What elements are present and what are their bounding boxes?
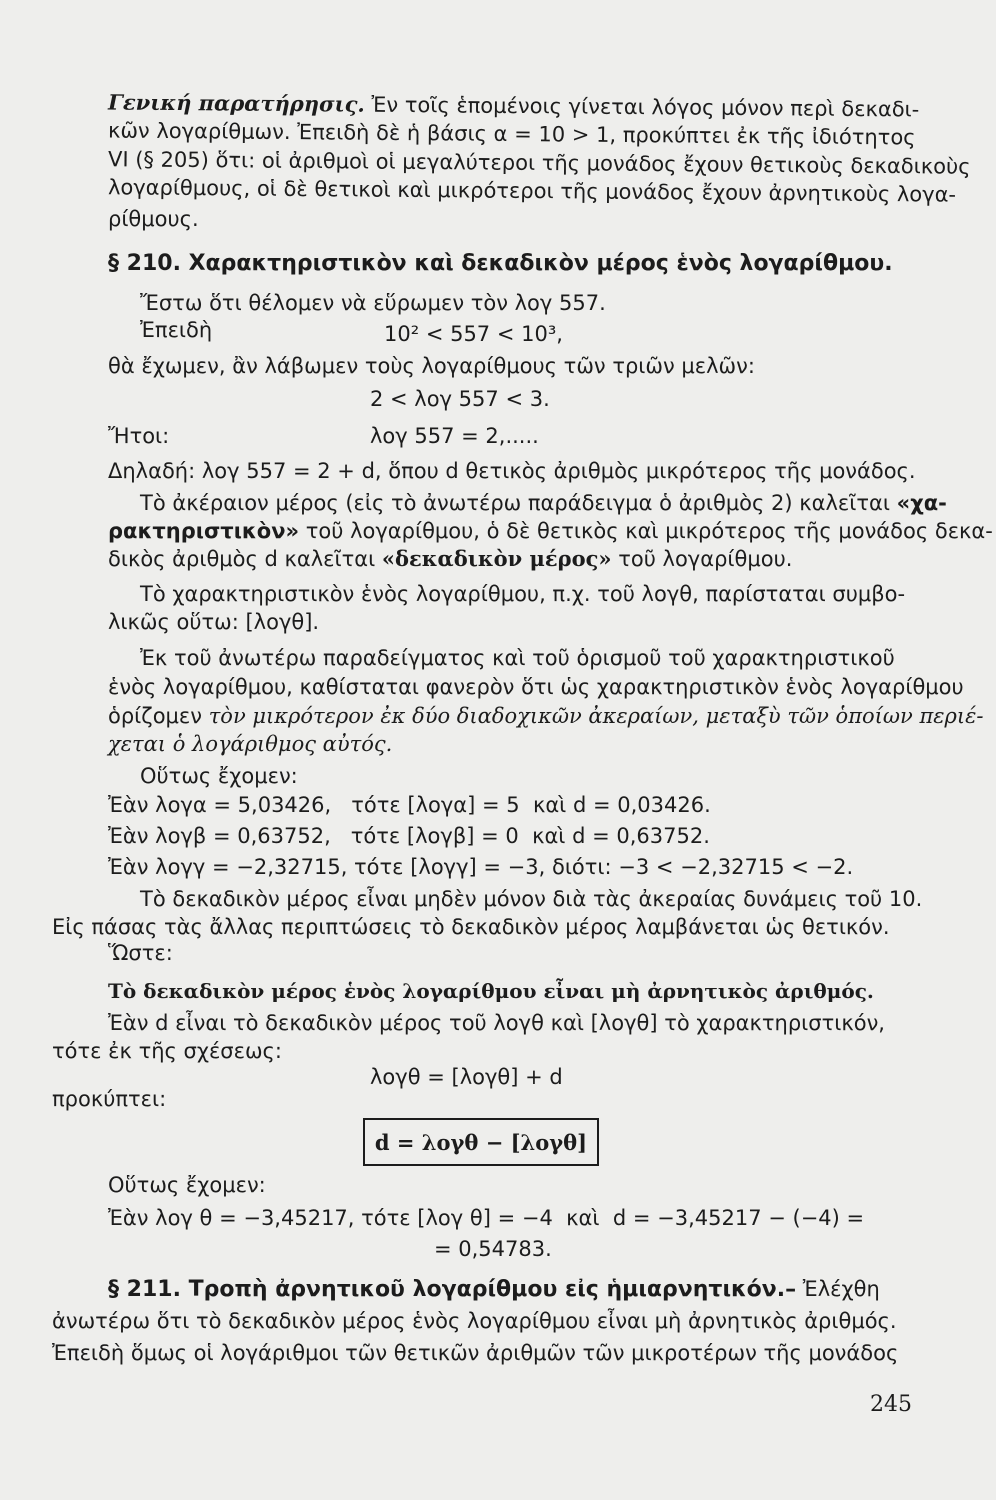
text-line: Ἐκ τοῦ ἀνωτέρω παραδείγματος καὶ τοῦ ὁρισμοῦ τοῦ χαρακτηριστικοῦ <box>140 646 895 670</box>
page-number: 245 <box>870 1392 912 1417</box>
text-line: λικῶς οὕτω: [λογθ]. <box>108 610 320 634</box>
text-line: Ὥστε: <box>108 941 173 965</box>
text-line: Οὕτως ἔχομεν: <box>140 764 298 788</box>
text-line: λογαρίθμους, οἱ δὲ θετικοὶ καὶ μικρότεροι τῆς μονάδος ἔχουν ἀρνητικοὺς λογα- <box>107 175 957 207</box>
text-line: Ἤτοι: <box>108 424 170 448</box>
text-line: Τὸ ἀκέραιον μέρος (εἰς τὸ ἀνωτέρω παράδειγμα ὁ ἀριθμὸς 2) καλεῖται «χα- <box>140 491 947 515</box>
text-line: ρίθμους. <box>108 207 199 231</box>
text-line: δικὸς ἀριθμὸς d καλεῖται «δεκαδικὸν μέρος» τοῦ λογαρίθμου. <box>108 546 793 571</box>
text-line: τότε ἐκ τῆς σχέσεως: <box>52 1039 282 1063</box>
text-line: θὰ ἔχωμεν, ἂν λάβωμεν τοὺς λογαρίθμους τῶν τριῶν μελῶν: <box>108 354 755 378</box>
remark-heading: Γενική παρατήρησις. <box>107 89 365 117</box>
text-line: Γενική παρατήρησις. Ἐν τοῖς ἑπομένοις γίνεται λόγος μόνον περὶ δεκαδι- <box>107 89 920 122</box>
equation: λογ 557 = 2,..... <box>370 424 539 448</box>
text-line: Οὕτως ἔχομεν: <box>108 1173 266 1197</box>
text-line: Εἰς πάσας τὰς ἄλλας περιπτώσεις τὸ δεκαδικὸν μέρος λαμβάνεται ὡς θετικόν. <box>52 915 890 939</box>
text-line: ὁρίζομεν τὸν μικρότερον ἐκ δύο διαδοχικῶν ἀκεραίων, μεταξὺ τῶν ὁποίων περιέ- <box>108 704 984 728</box>
section-211-heading: § 211. Τροπὴ ἀρνητικοῦ λογαρίθμου εἰς ἡμιαρνητικόν.– <box>108 1277 797 1302</box>
equation: λογθ = [λογθ] + d <box>370 1065 563 1089</box>
example-line: = 0,54783. <box>434 1237 552 1261</box>
text-line: Ἐὰν d εἶναι τὸ δεκαδικὸν μέρος τοῦ λογθ καὶ [λογθ] τὸ χαρακτηριστικόν, <box>108 1011 885 1035</box>
text-line: Ἔστω ὅτι θέλομεν νὰ εὕρωμεν τὸν λογ 557. <box>140 291 606 315</box>
inequality: 10² < 557 < 10³, <box>384 322 563 346</box>
definition-italic: τὸν μικρότερον ἐκ δύο διαδοχικῶν ἀκεραίων, μεταξὺ τῶν ὁποίων περιέ- <box>208 704 984 728</box>
text-line: χεται ὁ λογάριθμος αὐτός. <box>108 732 393 756</box>
text-line: VI (§ 205) ὅτι: οἱ ἀριθμοὶ οἱ μεγαλύτεροι τῆς μονάδος ἔχουν θετικοὺς δεκαδικοὺς <box>107 147 971 179</box>
rule-statement: Τὸ δεκαδικὸν μέρος ἑνὸς λογαρίθμου εἶναι μὴ ἀρνητικὸς ἀριθμός. <box>108 979 874 1003</box>
boxed-formula: d = λογθ − [λογθ] <box>363 1118 599 1166</box>
example-line: Ἐὰν λογβ = 0,63752, τότε [λογβ] = 0 καὶ d = 0,63752. <box>108 824 710 848</box>
text-line: Ἐπειδὴ ὅμως οἱ λογάριθμοι τῶν θετικῶν ἀριθμῶν τῶν μικροτέρων τῆς μονάδος <box>52 1341 899 1365</box>
text-line: Τὸ δεκαδικὸν μέρος εἶναι μηδὲν μόνον διὰ τὰς ἀκεραίας δυνάμεις τοῦ 10. <box>140 887 923 911</box>
example-line: Ἐὰν λογα = 5,03426, τότε [λογα] = 5 καὶ d = 0,03426. <box>108 793 711 817</box>
text-line: προκύπτει: <box>52 1087 167 1111</box>
text-line: Ἐπειδὴ <box>140 318 213 342</box>
example-line: Ἐὰν λογγ = −2,32715, τότε [λογγ] = −3, διότι: −3 < −2,32715 < −2. <box>108 855 854 879</box>
text-line: κῶν λογαρίθμων. Ἐπειδὴ δὲ ἡ βάσις α = 10 > 1, προκύπτει ἐκ τῆς ἰδιότητος <box>107 118 916 150</box>
text-line: Τὸ χαρακτηριστικὸν ἑνὸς λογαρίθμου, π.χ. τοῦ λογθ, παρίσταται συμβο- <box>140 582 906 606</box>
section-211-heading-line: § 211. Τροπὴ ἀρνητικοῦ λογαρίθμου εἰς ἡμιαρνητικόν.– Ἐλέχθη <box>108 1277 880 1302</box>
text-line: ἀνωτέρω ὅτι τὸ δεκαδικὸν μέρος ἑνὸς λογαρίθμου εἶναι μὴ ἀρνητικὸς ἀριθμός. <box>52 1309 897 1333</box>
text-line: ρακτηριστικὸν» τοῦ λογαρίθμου, ὁ δὲ θετικὸς καὶ μικρότερος τῆς μονάδος δεκα- <box>108 519 993 543</box>
example-line: Ἐὰν λογ θ = −3,45217, τότε [λογ θ] = −4 καὶ d = −3,45217 − (−4) = <box>108 1206 865 1230</box>
text-line: Δηλαδή: λογ 557 = 2 + d, ὅπου d θετικὸς ἀριθμὸς μικρότερος τῆς μονάδος. <box>108 459 916 483</box>
text-line: ἑνὸς λογαρίθμου, καθίσταται φανερὸν ὅτι ὡς χαρακτηριστικὸν ἑνὸς λογαρίθμου <box>108 675 964 699</box>
section-210-heading: § 210. Χαρακτηριστικὸν καὶ δεκαδικὸν μέρος ἑνὸς λογαρίθμου. <box>108 251 893 276</box>
inequality: 2 < λογ 557 < 3. <box>370 387 550 411</box>
